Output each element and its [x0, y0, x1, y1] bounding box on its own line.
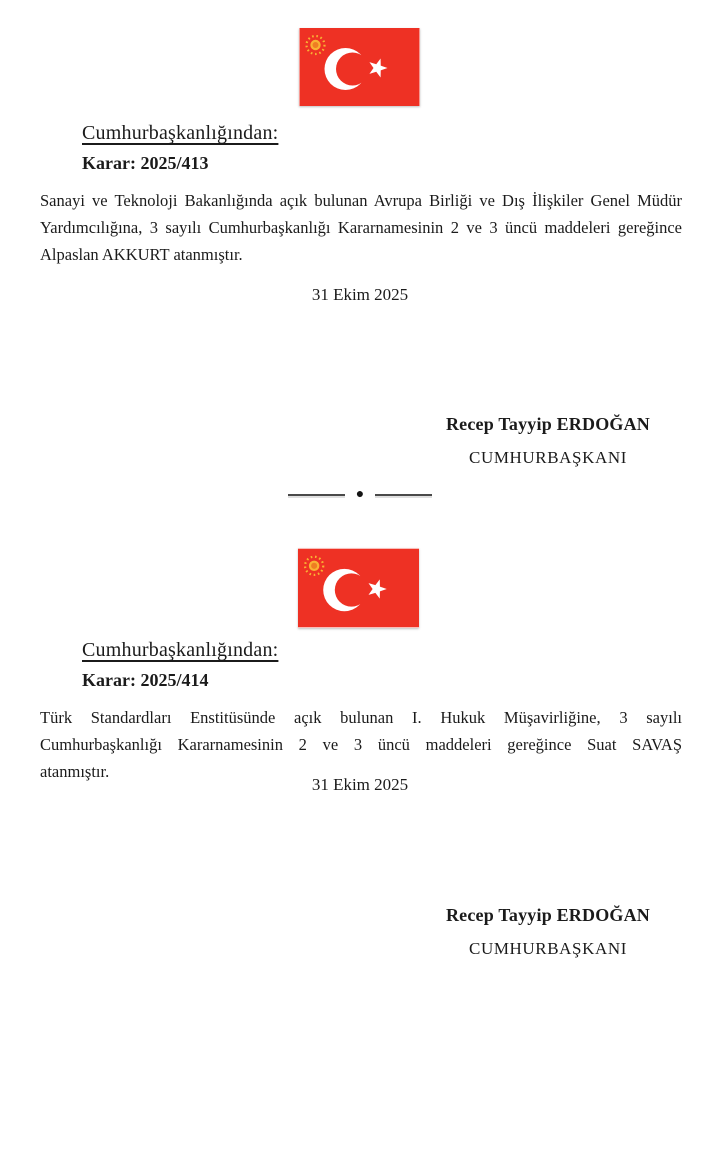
authority-heading: Cumhurbaşkanlığından:: [82, 122, 279, 144]
decision-body-text: Sanayi ve Teknoloji Bakanlığında açık bulunan Avrupa Birliği ve Dış İlişkiler Genel Müdür Yardımcılığına, 3 sayılı Cumhurbaşkanlığı Kararnamesinin 2 ve 3 üncü maddeleri gereğince Alpaslan AKKURT atanmıştır.: [40, 191, 682, 264]
flag-svg: [298, 548, 419, 628]
crescent-cut: [336, 53, 369, 86]
signer-name: Recep Tayyip ERDOĞAN: [445, 414, 651, 434]
authority-heading: Cumhurbaşkanlığından:: [82, 639, 279, 661]
signer-title: CUMHURBAŞKANI: [469, 939, 627, 958]
signature-block: [398, 414, 698, 468]
sun-core: [311, 563, 317, 569]
section-divider: [0, 487, 720, 502]
decision-body-text: Türk Standardları Enstitüsünde açık bulunan I. Hukuk Müşavirliğine, 3 sayılı Cumhurbaşkanlığı Kararnamesinin 2 ve 3 üncü maddeleri gereğince Suat SAVAŞ atanmıştır.: [40, 708, 682, 781]
flag-svg: [299, 28, 420, 106]
crescent-cut: [335, 573, 368, 606]
divider-rule-left: [288, 494, 345, 496]
turkish-presidential-flag: [299, 28, 420, 106]
decision-date: 31 Ekim 2025: [311, 775, 409, 794]
sun-core: [313, 42, 319, 48]
signature-block: [398, 905, 698, 959]
decision-number: Karar: 2025/414: [82, 670, 209, 690]
divider-bullet-icon: ●: [355, 487, 365, 502]
decision-number: Karar: 2025/413: [82, 153, 209, 173]
signer-title: CUMHURBAŞKANI: [469, 448, 627, 467]
signer-name: Recep Tayyip ERDOĞAN: [445, 905, 651, 925]
decision-date: 31 Ekim 2025: [311, 285, 409, 304]
turkish-presidential-flag: [298, 548, 419, 628]
divider-rule-right: [375, 494, 432, 496]
